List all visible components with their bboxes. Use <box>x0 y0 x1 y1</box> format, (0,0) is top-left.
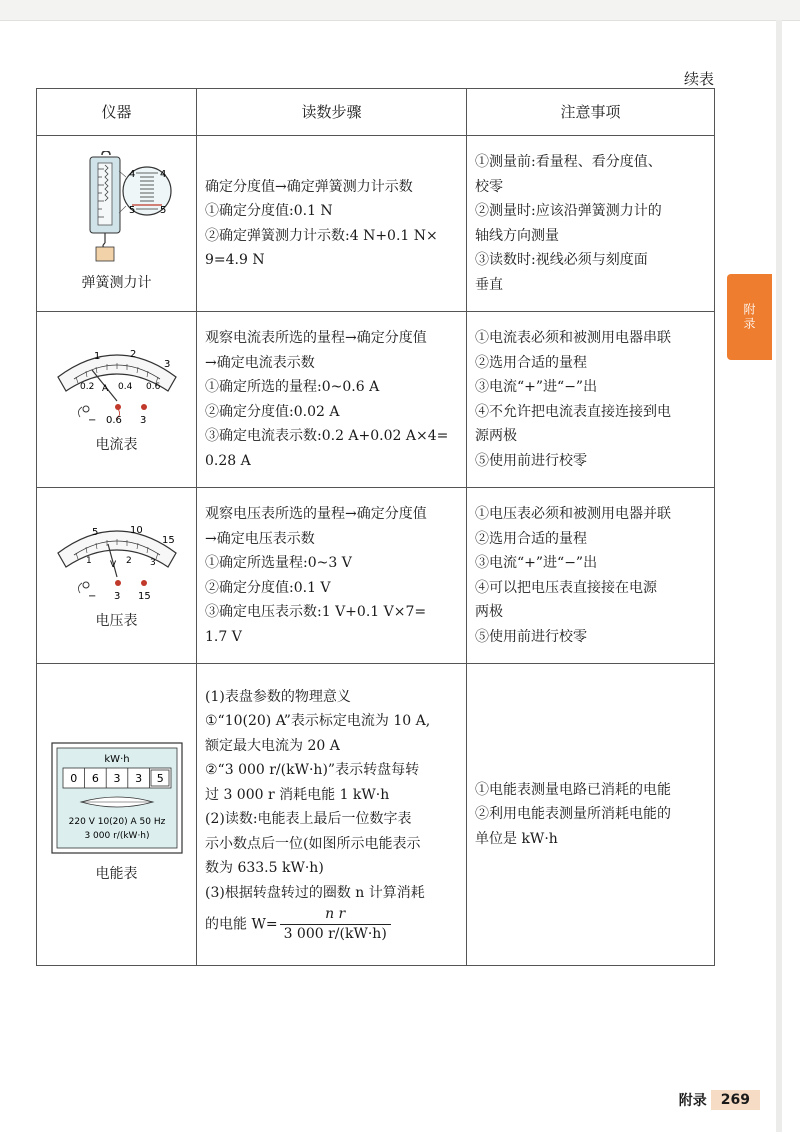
instrument-name: 电压表 <box>95 613 138 630</box>
meter-digit: 3 <box>134 772 142 786</box>
text-line: 确定分度值→确定弹簧测力计示数 <box>205 178 413 195</box>
meter-digit: 3 <box>113 772 120 786</box>
instrument-cell <box>37 664 197 966</box>
text-line: (1)表盘参数的物理意义 <box>205 688 351 705</box>
text-line: 垂直 <box>475 276 503 293</box>
text-line: ②选用合适的量程 <box>475 530 587 547</box>
text-line: ③电流“+”进“−”出 <box>475 379 598 395</box>
inner-label: A <box>101 384 108 395</box>
inner-label: 0.2 <box>79 382 94 393</box>
header-instrument: 仪器 <box>37 89 197 136</box>
text-line: 观察电流表所选的量程→确定分度值 <box>205 330 427 346</box>
text-line: 过 3 000 r 消耗电能 1 kW·h <box>205 786 390 803</box>
text-line: ③读数时:视线必须与刻度面 <box>475 252 648 268</box>
inner-label: 1 <box>85 556 92 567</box>
text-line: 0.28 A <box>205 452 251 469</box>
table-row <box>37 312 715 488</box>
notes-cell <box>467 488 715 664</box>
scale-label: 4 <box>128 169 135 181</box>
text-line: ②确定弹簧测力计示数:4 N+0.1 N× <box>205 227 438 244</box>
instrument-name: 电流表 <box>95 437 138 454</box>
terminal-label: − <box>87 591 96 602</box>
text-line: ①电能表测量电路已消耗的电能 <box>475 781 671 798</box>
steps-cell <box>197 488 467 664</box>
text-line: ①确定所选量程:0~3 V <box>205 555 352 571</box>
terminal-label: 15 <box>137 591 151 602</box>
text-line: 源两极 <box>475 428 517 444</box>
text-line: 示小数点后一位(如图所示电能表示 <box>205 835 421 852</box>
table-header-row <box>37 89 715 136</box>
page-footer <box>679 1090 760 1110</box>
ammeter-figure <box>52 341 182 425</box>
continued-label: 续表 <box>683 70 714 88</box>
terminal-label: 0.6 <box>105 415 122 426</box>
text-line: ⑤使用前进行校零 <box>475 452 587 469</box>
instrument-name: 弹簧测力计 <box>81 275 152 292</box>
notes-cell <box>467 136 715 312</box>
outer-label: 5 <box>91 527 98 539</box>
scale-label: 5 <box>159 205 166 217</box>
formula-prefix: 的电能 W= <box>205 916 278 933</box>
meter-spec: 220 V 10(20) A 50 Hz <box>68 817 165 828</box>
instrument-name: 电能表 <box>95 866 138 883</box>
meter-digit: 5 <box>156 772 164 786</box>
text-line: ③确定电流表示数:0.2 A+0.02 A×4= <box>205 428 449 444</box>
meter-unit: kW·h <box>103 754 130 766</box>
text-line: 轴线方向测量 <box>475 227 559 244</box>
text-line: ②选用合适的量程 <box>475 354 587 371</box>
text-line: ②确定分度值:0.02 A <box>205 403 340 420</box>
meter-digit: 0 <box>69 772 77 786</box>
instrument-cell <box>37 488 197 664</box>
page-edge-strip <box>776 20 782 1132</box>
steps-cell <box>197 664 467 966</box>
text-line: (2)读数:电能表上最后一位数字表 <box>205 811 412 828</box>
outer-label: 10 <box>129 525 143 537</box>
text-line: →确定电压表示数 <box>205 530 315 547</box>
table-row <box>37 488 715 664</box>
energy-meter-figure <box>51 742 183 854</box>
notes-cell <box>467 664 715 966</box>
instrument-cell <box>37 136 197 312</box>
text-line: ④可以把电压表直接接在电源 <box>475 579 657 596</box>
page-number: 269 <box>711 1090 760 1110</box>
text-line: 数为 633.5 kW·h) <box>205 860 324 877</box>
text-line: 观察电压表所选的量程→确定分度值 <box>205 506 427 522</box>
terminal-label: − <box>87 415 96 426</box>
text-line: ①测量前:看量程、看分度值、 <box>475 154 662 170</box>
outer-label: 2 <box>129 349 136 361</box>
header-notes: 注意事项 <box>467 89 715 136</box>
inner-label: 0.4 <box>117 382 132 393</box>
inner-label: 0.6 <box>145 382 160 393</box>
text-line: 9=4.9 N <box>205 252 265 268</box>
formula-line <box>205 905 458 944</box>
text-line: ④不允许把电流表直接连接到电 <box>475 403 671 420</box>
text-line: 1.7 V <box>205 628 242 645</box>
text-line: ③电流“+”进“−”出 <box>475 555 598 571</box>
outer-label: 3 <box>163 359 170 371</box>
inner-label: 3 <box>149 558 156 569</box>
text-line: ①电流表必须和被测用电器串联 <box>475 330 671 346</box>
instrument-cell <box>37 312 197 488</box>
scale-label: 4 <box>159 169 166 181</box>
outer-label: 15 <box>161 535 175 547</box>
inner-label: 2 <box>125 556 132 567</box>
formula-fraction <box>280 905 391 944</box>
text-line: ③确定电压表示数:1 V+0.1 V×7= <box>205 604 427 620</box>
text-line: ①确定所选的量程:0~0.6 A <box>205 379 380 395</box>
outer-label: 1 <box>93 351 100 363</box>
text-line: ①确定分度值:0.1 N <box>205 203 333 219</box>
inner-label: V <box>109 560 116 571</box>
text-line: (3)根据转盘转过的圈数 n 计算消耗 <box>205 884 425 901</box>
spring-scale-figure <box>62 151 172 263</box>
table-row <box>37 664 715 966</box>
top-margin <box>0 0 800 21</box>
text-line: 两极 <box>475 604 503 620</box>
terminal-label: 3 <box>113 591 120 602</box>
reference-table <box>36 88 715 966</box>
voltmeter-figure <box>52 517 182 601</box>
text-line: 单位是 kW·h <box>475 830 558 847</box>
text-line: ①电压表必须和被测用电器并联 <box>475 506 671 522</box>
formula-denominator: 3 000 r/(kW·h) <box>283 925 387 942</box>
text-line: ②利用电能表测量所消耗电能的 <box>475 806 671 823</box>
text-line: ②“3 000 r/(kW·h)”表示转盘每转 <box>205 762 420 779</box>
text-line: ②确定分度值:0.1 V <box>205 579 331 596</box>
side-tab-appendix[interactable]: 附录 <box>727 274 772 360</box>
meter-spec: 3 000 r/(kW·h) <box>83 831 150 842</box>
meter-digit: 6 <box>91 772 99 786</box>
steps-cell <box>197 312 467 488</box>
text-line: ②测量时:应该沿弹簧测力计的 <box>475 203 662 219</box>
footer-section-label: 附录 <box>678 1093 707 1109</box>
text-line: ①“10(20) A”表示标定电流为 10 A, <box>205 713 431 730</box>
formula-numerator: n r <box>280 905 391 924</box>
text-line: ⑤使用前进行校零 <box>475 628 587 645</box>
terminal-label: 3 <box>139 415 146 426</box>
table-row <box>37 136 715 312</box>
steps-cell <box>197 136 467 312</box>
text-line: →确定电流表示数 <box>205 354 315 371</box>
text-line: 校零 <box>475 178 503 195</box>
text-line: 额定最大电流为 20 A <box>205 737 340 754</box>
scale-label: 5 <box>128 205 135 217</box>
header-steps: 读数步骤 <box>197 89 467 136</box>
notes-cell <box>467 312 715 488</box>
